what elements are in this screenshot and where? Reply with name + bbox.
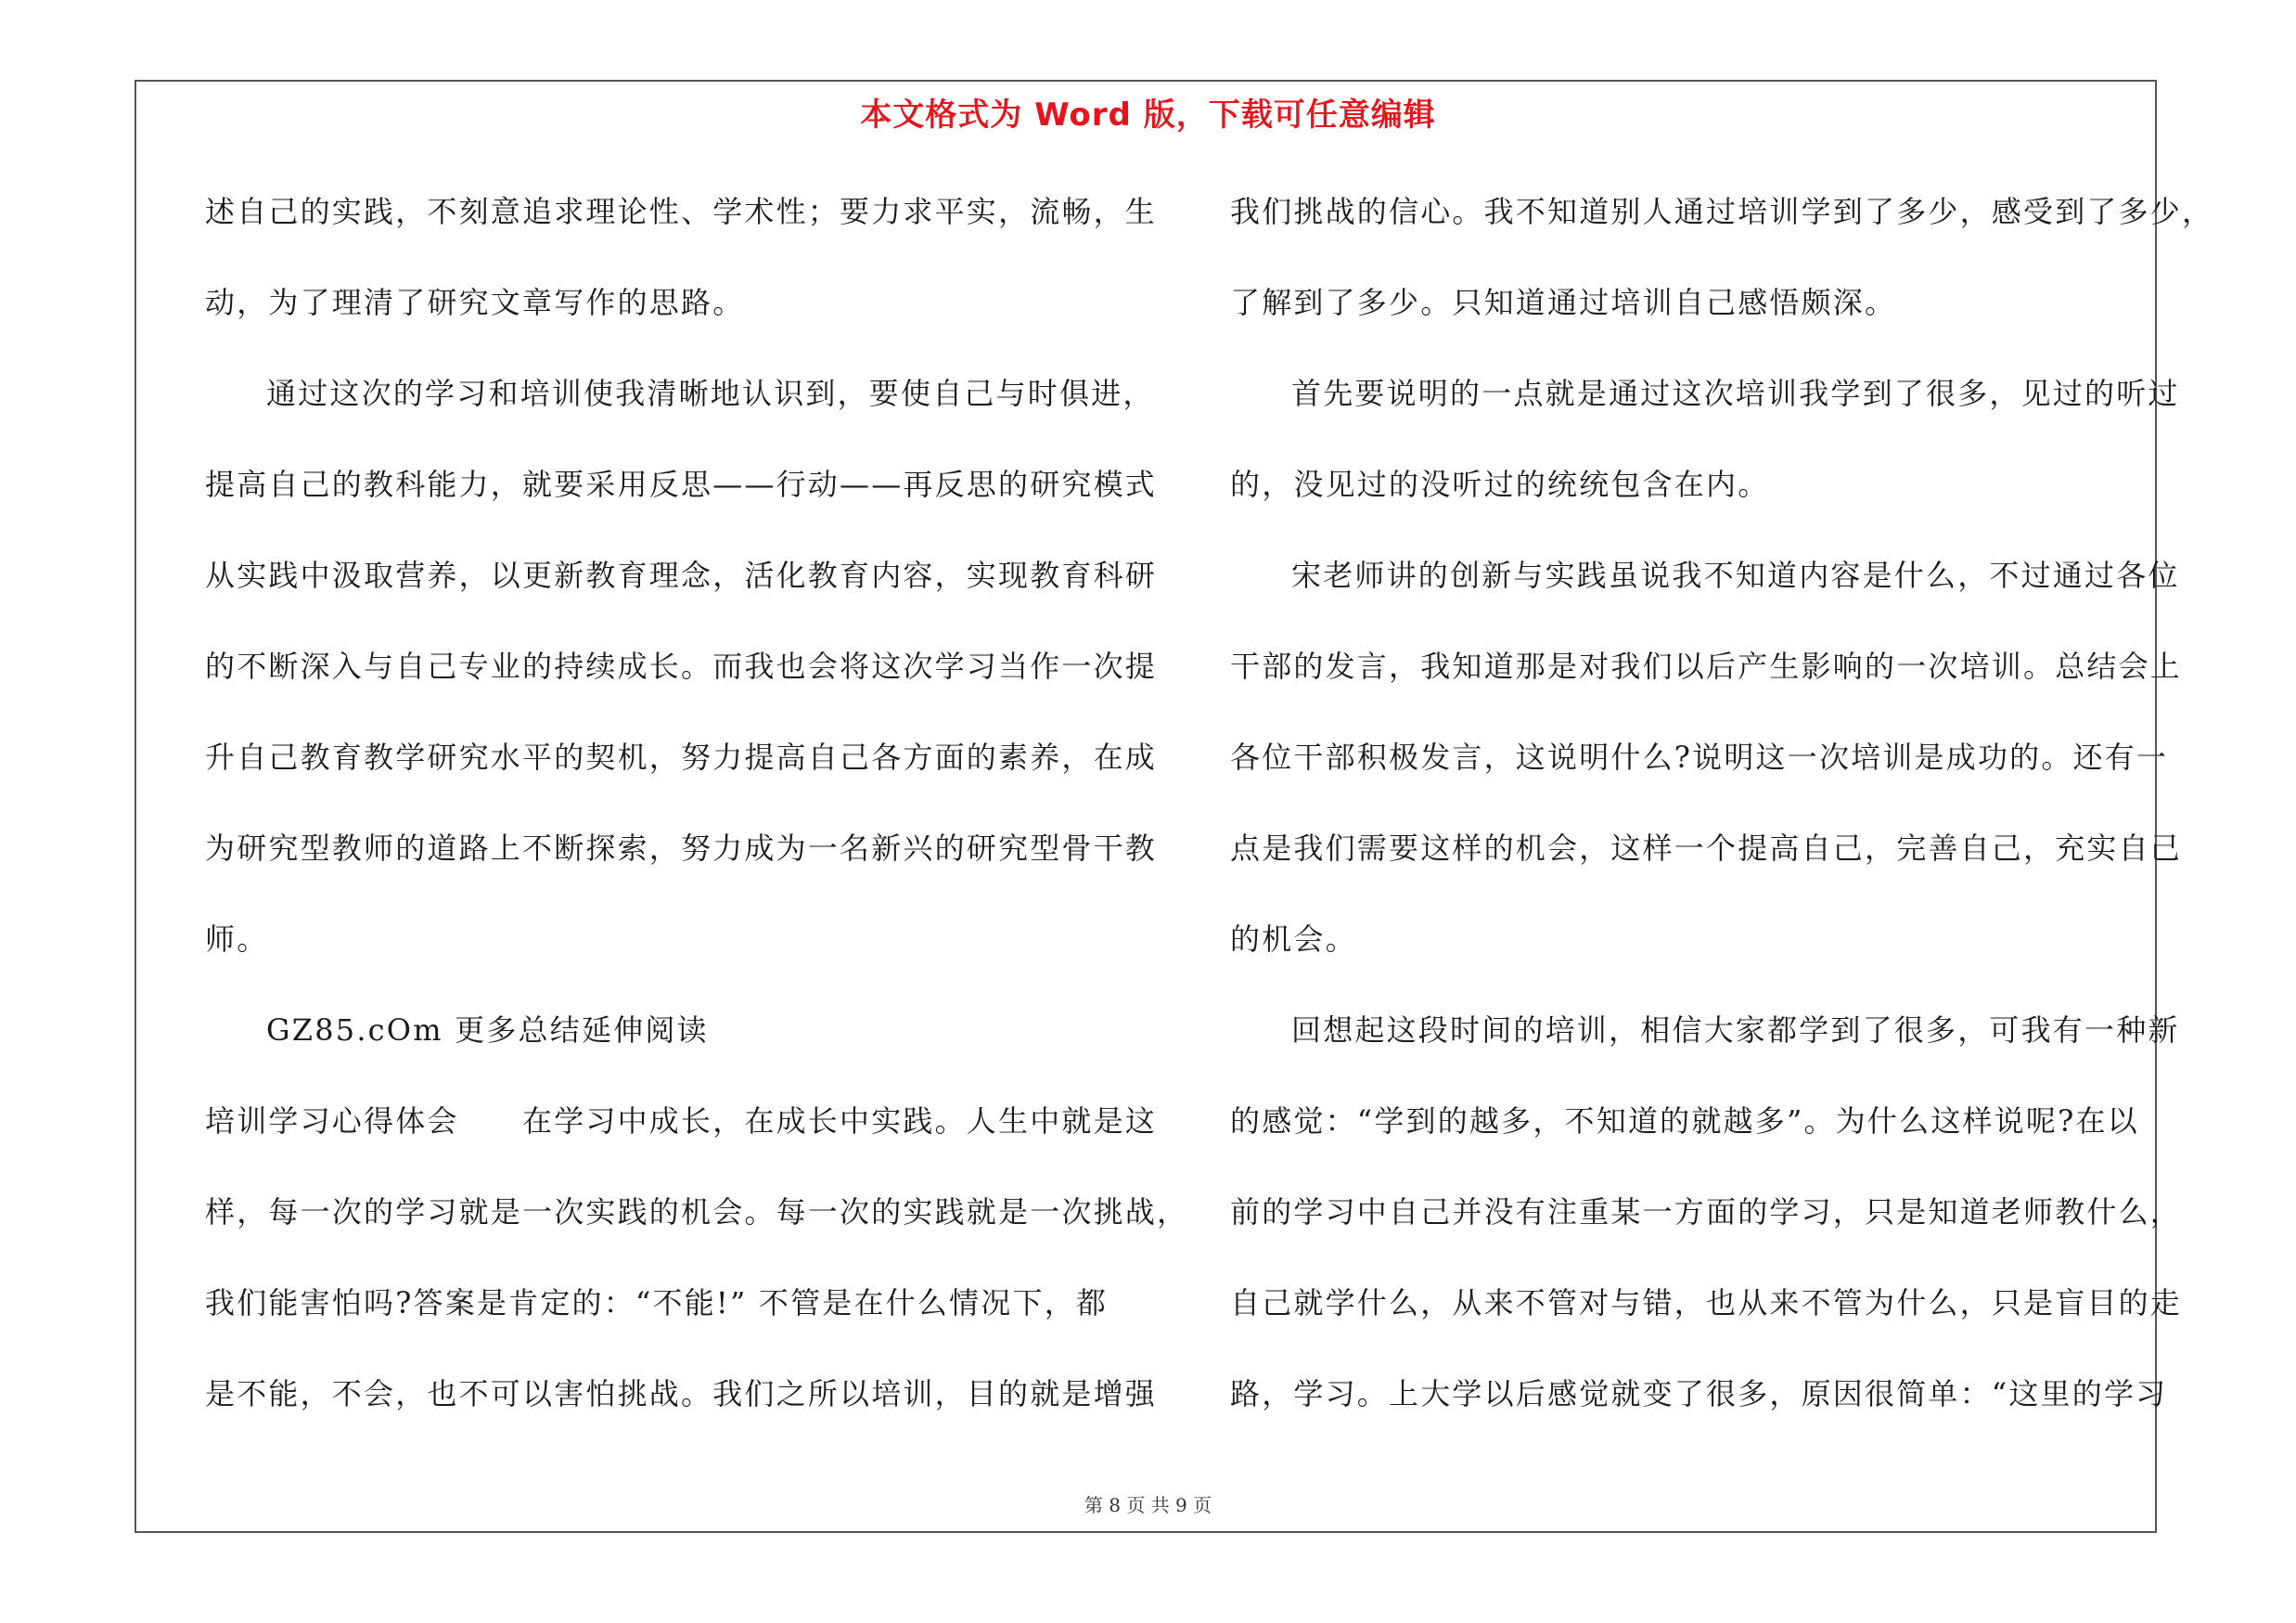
article-title-line: 培训学习心得体会 在学习中成长，在成长中实践。人生中就是这: [205, 1103, 1158, 1139]
text-line: 提高自己的教科能力，就要采用反思——行动——再反思的研究模式: [205, 467, 1158, 502]
text-line: 我们挑战的信心。我不知道别人通过培训学到了多少，感受到了多少，: [1230, 194, 2214, 229]
text-line: 动，为了理清了研究文章写作的思路。: [205, 285, 745, 320]
paragraph-start: 首先要说明的一点就是通过这次培训我学到了很多，见过的听过: [1291, 376, 2180, 411]
left-column: [205, 181, 1189, 1454]
text-line: 升自己教育教学研究水平的契机，努力提高自己各方面的素养，在成: [205, 740, 1158, 775]
text-line: 的机会。: [1230, 921, 1357, 957]
text-line: 师。: [205, 921, 269, 957]
word-format-banner: 本文格式为 Word 版，下载可任意编辑: [860, 97, 1436, 134]
text-line: 样，每一次的学习就是一次实践的机会。每一次的实践就是一次挑战，: [205, 1194, 1189, 1230]
paragraph-start: 通过这次的学习和培训使我清晰地认识到，要使自己与时俱进，: [266, 376, 1155, 411]
page-number: 第 8 页 共 9 页: [1084, 1494, 1212, 1516]
text-line: 的感觉：“学到的越多，不知道的就越多”。为什么这样说呢?在以: [1230, 1103, 2139, 1139]
text-line: 了解到了多少。只知道通过培训自己感悟颇深。: [1230, 285, 1897, 320]
more-reading-heading: GZ85.cOm 更多总结延伸阅读: [266, 1012, 709, 1048]
text-line: 的，没见过的没听过的统统包含在内。: [1230, 467, 1770, 502]
text-line: 前的学习中自己并没有注重某一方面的学习，只是知道老师教什么，: [1230, 1194, 2183, 1230]
text-line: 点是我们需要这样的机会，这样一个提高自己，完善自己，充实自己: [1230, 831, 2183, 866]
text-line: 述自己的实践，不刻意追求理论性、学术性；要力求平实，流畅，生: [205, 194, 1158, 229]
paragraph-start: 回想起这段时间的培训，相信大家都学到了很多，可我有一种新: [1291, 1012, 2180, 1048]
text-line: 为研究型教师的道路上不断探索，努力成为一名新兴的研究型骨干教: [205, 831, 1158, 866]
text-line: 路，学习。上大学以后感觉就变了很多，原因很简单：“这里的学习: [1230, 1376, 2168, 1411]
text-line: 干部的发言，我知道那是对我们以后产生影响的一次培训。总结会上: [1230, 649, 2183, 684]
text-line: 是不能，不会，也不可以害怕挑战。我们之所以培训，目的就是增强: [205, 1376, 1158, 1411]
paragraph-start: 宋老师讲的创新与实践虽说我不知道内容是什么，不过通过各位: [1291, 558, 2180, 593]
text-line: 的不断深入与自己专业的持续成长。而我也会将这次学习当作一次提: [205, 649, 1158, 684]
text-line: 各位干部积极发言，这说明什么?说明这一次培训是成功的。还有一: [1230, 740, 2169, 775]
text-line: 自己就学什么，从来不管对与错，也从来不管为什么，只是盲目的走: [1230, 1285, 2183, 1320]
text-line: 我们能害怕吗?答案是肯定的：“不能!” 不管是在什么情况下，都: [205, 1285, 1109, 1320]
right-column: [1230, 181, 2214, 1454]
text-line: 从实践中汲取营养，以更新教育理念，活化教育内容，实现教育科研: [205, 558, 1158, 593]
